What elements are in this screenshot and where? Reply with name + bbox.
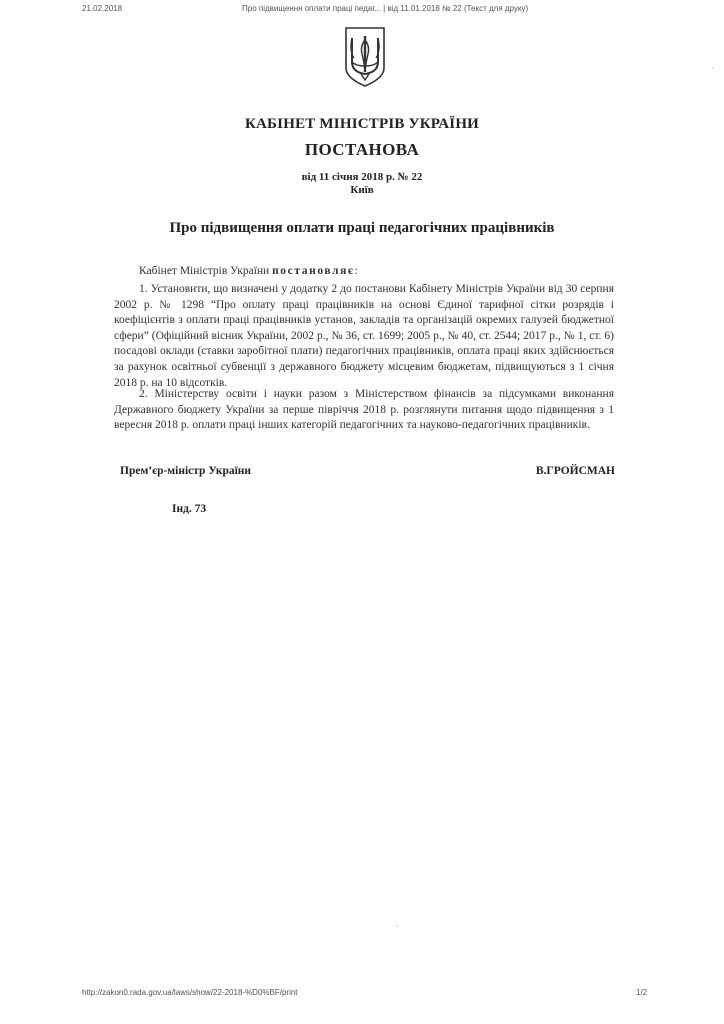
paragraph-1-text: 1. Установити, що визначені у додатку 2 до постанови Кабінету Міністрів України від 30 серпня 2002 р. № 1298 “Про оплату праці працівників на основі Єдиної тарифної сітки розрядів і коефіцієнтів з оплати праці працівників установ, закладів та організацій окремих галузей бюджетної сфери” (Офіційний вісник України, 2002 р., № 36, ст. 1699; 2005 р., № 40, ст. 2544; 2017 р., № 1, ст. 6) посадові оклади (ставки заробітної плати) педагогічних працівників, оплата праці яких здійснюється за рахунок освітньої субвенції з державного бюджету місцевим бюджетам, підвищуються з 1 січня 2018 р. на 10 відсотків. — [114, 283, 614, 389]
paragraph-2 — [114, 387, 614, 434]
document-title: Про підвищення оплати праці педагогічних працівників — [169, 220, 555, 236]
intro-paragraph — [114, 264, 614, 280]
print-page-title: Про підвищення оплати праці педаг... | від 11.01.2018 № 22 (Текст для друку) — [242, 4, 529, 13]
paragraph-2-text: 2. Міністерству освіти і науки разом з Міністерством фінансів за підсумками виконання Державного бюджету України за перше півріччя 2018 р. розглянути питання щодо підвищення з 1 вересня 2018 р. оплати праці інших категорій педагогічних та науково-педагогічних працівників. — [114, 388, 614, 432]
paragraph-1 — [114, 282, 614, 391]
signature-name: В.ГРОЙСМАН — [535, 465, 615, 477]
signature-position: Прем’єр-міністр України — [120, 465, 252, 477]
footer-url: http://zakon0.rada.gov.ua/laws/show/22-2018-%D0%BF/print — [82, 988, 298, 997]
document-type: ПОСТАНОВА — [304, 140, 420, 159]
intro-verb: постановляє — [272, 265, 355, 277]
page-number: 1/2 — [636, 988, 648, 997]
document-city: Київ — [350, 184, 374, 196]
scan-mark: · — [712, 64, 715, 73]
intro-prefix: Кабінет Міністрів України — [139, 265, 273, 277]
organization-name: КАБІНЕТ МІНІСТРІВ УКРАЇНИ — [244, 116, 480, 132]
document-index: Інд. 73 — [172, 503, 207, 515]
intro-suffix: : — [354, 265, 358, 277]
trident-icon — [342, 26, 388, 88]
document-date: від 11 січня 2018 р. № 22 — [301, 171, 423, 183]
scan-mark: · — [396, 922, 399, 931]
print-date: 21.02.2018 — [82, 4, 123, 13]
